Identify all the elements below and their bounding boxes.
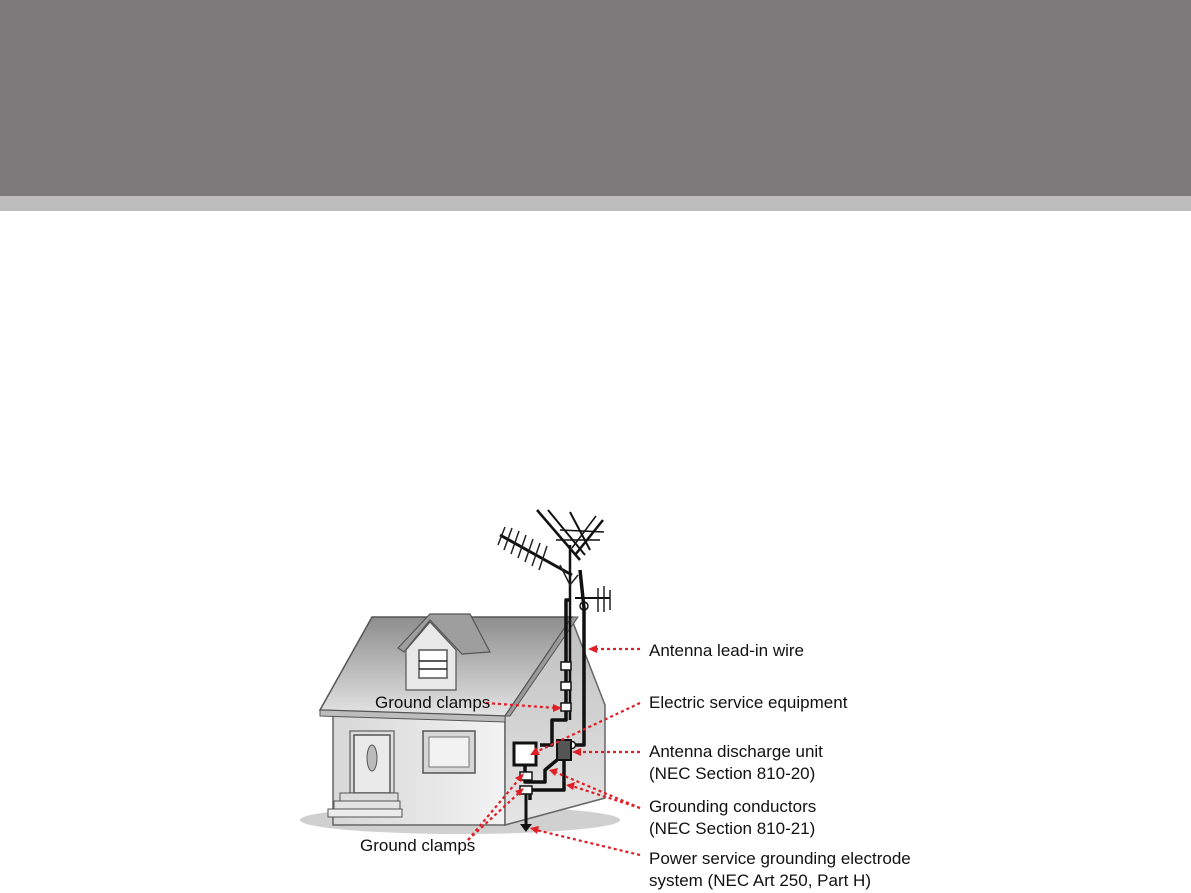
discharge-unit-box (557, 740, 571, 760)
mast-clamp-2 (561, 682, 571, 690)
label-antenna-lead-in: Antenna lead-in wire (649, 641, 804, 660)
label-discharge-unit-1: Antenna discharge unit (649, 742, 823, 761)
label-power-service-2: system (NEC Art 250, Part H) (649, 871, 871, 890)
label-ground-clamps-lower: Ground clamps (360, 836, 476, 855)
label-grounding-conductors-2: (NEC Section 810-21) (649, 819, 816, 838)
step-2 (334, 801, 400, 809)
door-window (367, 745, 377, 771)
label-grounding-conductors-1: Grounding conductors (649, 797, 817, 816)
label-discharge-unit-2: (NEC Section 810-20) (649, 764, 816, 783)
label-ground-clamps-upper: Ground clamps (375, 693, 491, 712)
house (300, 614, 620, 834)
step-1 (340, 793, 398, 801)
mast-clamp-3 (561, 703, 571, 711)
label-power-service-1: Power service grounding electrode (649, 849, 911, 868)
mast-clamp-1 (561, 662, 571, 670)
dormer-window (419, 650, 447, 678)
step-3 (328, 809, 402, 817)
label-electric-service: Electric service equipment (649, 693, 848, 712)
